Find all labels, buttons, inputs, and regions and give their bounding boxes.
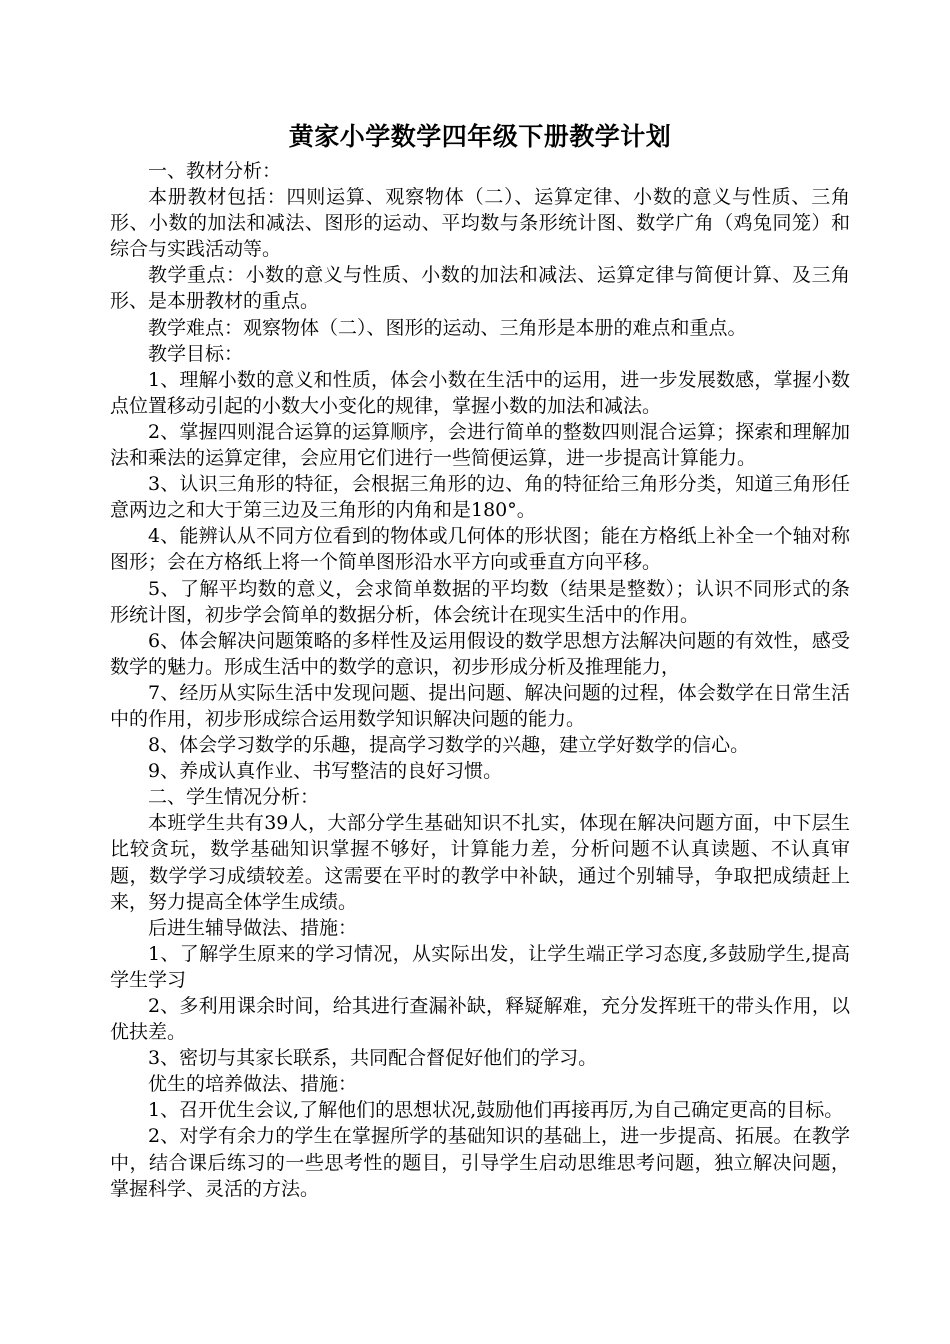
document-page <box>110 120 850 1202</box>
struggling-measure-3: 3、密切与其家长联系，共同配合督促好他们的学习。 <box>148 1047 598 1070</box>
struggling-measure-2: 2、多利用课余时间，给其进行查漏补缺，释疑解难，充分发挥班干的带头作用，以优扶差。 <box>110 995 850 1044</box>
paragraph-student-situation: 本班学生共有39人，大部分学生基础知识不扎实，体现在解决问题方面，中下层生比较贪玩，数学基础知识掌握不够好，计算能力差，分析问题不认真读题、不认真审题，数学学习成绩较差。这需要在平时的教学中补缺，通过个别辅导，争取把成绩赶上来，努力提高全体学生成绩。 <box>110 812 850 913</box>
top-measure-1: 1、召开优生会议,了解他们的思想状况,鼓励他们再接再厉,为自己确定更高的目标。 <box>148 1099 844 1122</box>
goal-item-9: 9、养成认真作业、书写整洁的良好习惯。 <box>148 760 503 783</box>
paragraph-material-content: 本册教材包括：四则运算、观察物体（二）、运算定律、小数的意义与性质、三角形、小数的加法和减法、图形的运动、平均数与条形统计图、数学广角（鸡兔同笼）和综合与实践活动等。 <box>110 186 850 261</box>
document-title: 黄家小学数学四年级下册教学计划 <box>288 122 672 151</box>
goal-item-8: 8、体会学习数学的乐趣，提高学习数学的兴趣，建立学好数学的信心。 <box>148 734 750 757</box>
goal-item-3: 3、认识三角形的特征，会根据三角形的边、角的特征给三角形分类，知道三角形任意两边之和大于第三边及三角形的内角和是180°。 <box>110 473 850 522</box>
top-measure-2: 2、对学有余力的学生在掌握所学的基础知识的基础上，进一步提高、拓展。在教学中，结合课后练习的一些思考性的题目，引导学生启动思维思考问题，独立解决问题，掌握科学、灵活的方法。 <box>110 1125 850 1200</box>
heading-student-analysis: 二、学生情况分析： <box>148 786 320 809</box>
struggling-measure-1: 1、了解学生原来的学习情况，从实际出发，让学生端正学习态度,多鼓励学生,提高学生学习 <box>110 942 850 991</box>
goal-item-4: 4、能辨认从不同方位看到的物体或几何体的形状图；能在方格纸上补全一个轴对称图形；会在方格纸上将一个简单图形沿水平方向或垂直方向平移。 <box>110 525 850 574</box>
goal-item-1: 1、理解小数的意义和性质，体会小数在生活中的运用，进一步发展数感，掌握小数点位置移动引起的小数大小变化的规律，掌握小数的加法和减法。 <box>110 368 850 417</box>
goal-item-7: 7、经历从实际生活中发现问题、提出问题、解决问题的过程，体会数学在日常生活中的作用，初步形成综合运用数学知识解决问题的能力。 <box>110 681 850 730</box>
goal-item-2: 2、掌握四则混合运算的运算顺序，会进行简单的整数四则混合运算；探索和理解加法和乘法的运算定律，会应用它们进行一些简便运算，进一步提高计算能力。 <box>110 420 850 470</box>
heading-top-students-measures: 优生的培养做法、措施： <box>148 1073 358 1096</box>
paragraph-teaching-focus: 教学重点：小数的意义与性质、小数的加法和减法、运算定律与简便计算、及三角形、是本册教材的重点。 <box>110 264 850 313</box>
heading-teaching-goals: 教学目标： <box>148 342 244 365</box>
heading-material-analysis: 一、教材分析： <box>148 160 282 182</box>
paragraph-teaching-difficulty: 教学难点：观察物体（二）、图形的运动、三角形是本册的难点和重点。 <box>148 316 747 339</box>
heading-struggling-students-measures: 后进生辅导做法、措施： <box>148 916 358 939</box>
goal-item-5: 5、了解平均数的意义，会求简单数据的平均数（结果是整数）；认识不同形式的条形统计图，初步学会简单的数据分析，体会统计在现实生活中的作用。 <box>110 577 850 626</box>
goal-item-6: 6、体会解决问题策略的多样性及运用假设的数学思想方法解决问题的有效性，感受数学的魅力。形成生活中的数学的意识，初步形成分析及推理能力， <box>110 629 850 678</box>
